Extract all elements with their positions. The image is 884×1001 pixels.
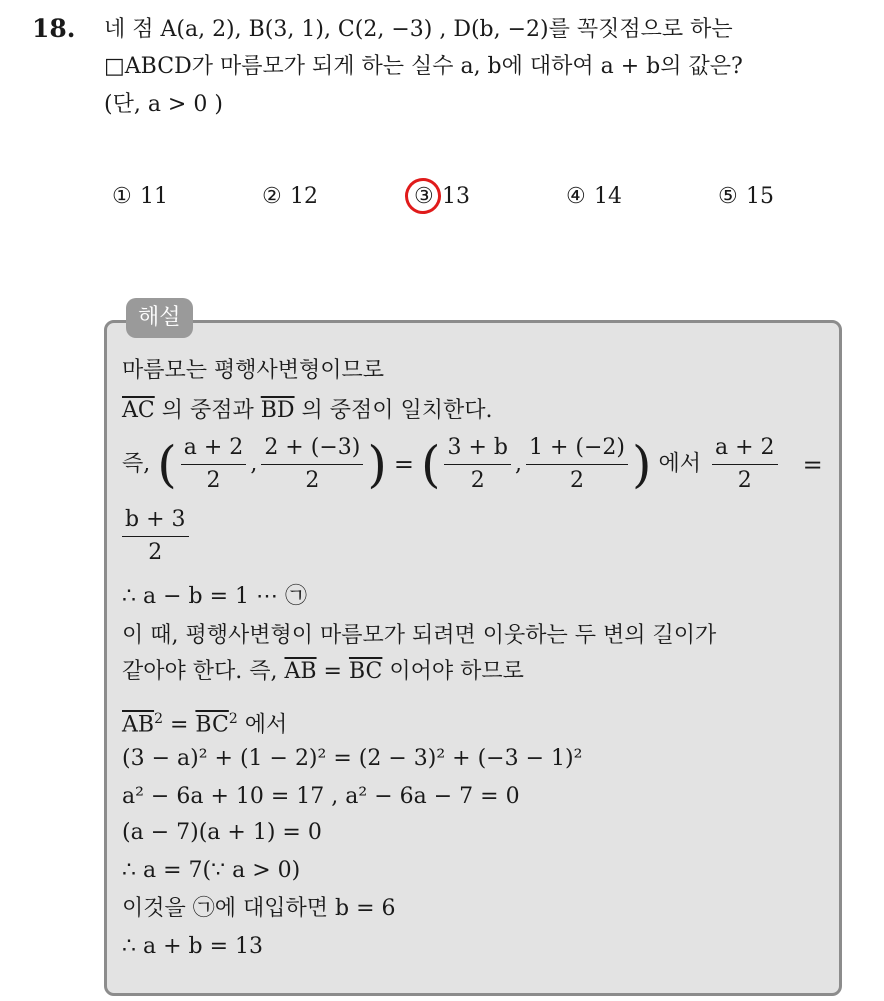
solution-line-8-end: 에서 xyxy=(237,712,288,738)
choice-1[interactable] xyxy=(112,184,168,209)
segment-ab: $\overline{AB}$ xyxy=(284,659,317,684)
fraction-6: $\frac{b + 3}{2}$ xyxy=(122,506,189,567)
choice-3-value: 13 xyxy=(442,184,470,209)
solution-line-6: 이 때, 평행사변형이 마름모가 되려면 이웃하는 두 변의 길이가 xyxy=(122,623,717,648)
solution-line-2-end: 의 중점이 일치한다. xyxy=(294,398,493,423)
solution-line-3-prefix: 즉, xyxy=(122,451,151,477)
choice-2-value: 12 xyxy=(290,184,318,209)
solution-line-7-start: 같아야 한다. 즉, xyxy=(122,659,285,684)
choice-5-value: 15 xyxy=(746,184,774,209)
segment-bc: $\overline{BC}$ xyxy=(348,659,383,684)
segment-ab-squared: $\overline{AB}$ xyxy=(122,712,155,738)
paren-close-2: ) xyxy=(631,435,652,494)
solution-line-2 xyxy=(122,396,493,426)
superscript-2b: 2 xyxy=(228,711,238,727)
paren-close-1: ) xyxy=(367,435,387,494)
solution-line-1: 마름모는 평행사변형이므로 xyxy=(122,358,385,383)
solution-line-4 xyxy=(122,506,193,567)
answer-choices xyxy=(0,184,884,218)
choice-4-mark: ④ xyxy=(566,184,586,209)
fraction-2: $\frac{2 + (-3)}{2}$ xyxy=(261,434,363,495)
solution-line-2-mid: 의 중점과 xyxy=(154,398,261,423)
fraction-4: $\frac{1 + (-2)}{2}$ xyxy=(526,434,628,495)
solution-line-3-mid: 에서 xyxy=(658,451,702,477)
equals-sign-1: = xyxy=(393,450,414,479)
solution-line-12: ∴ a = 7(∵ a > 0) xyxy=(122,858,301,883)
fraction-5: $\frac{a + 2}{2}$ xyxy=(712,434,778,495)
fraction-1: $\frac{a + 2}{2}$ xyxy=(181,434,247,495)
solution-line-9: (3 − a)² + (1 − 2)² = (2 − 3)² + (−3 − 1)² xyxy=(122,746,583,771)
solution-line-14: ∴ a + b = 13 xyxy=(122,934,264,959)
choice-2-mark: ② xyxy=(262,184,282,209)
solution-line-8-eq: = xyxy=(162,712,196,738)
solution-line-8 xyxy=(122,704,287,740)
segment-ac: $\overline{AC}$ xyxy=(122,398,155,423)
choice-3-mark: ③ xyxy=(414,184,434,209)
paren-open-2: ( xyxy=(420,435,441,494)
equals-sign-2: = xyxy=(802,450,823,479)
choice-5-mark: ⑤ xyxy=(718,184,738,209)
choice-2[interactable] xyxy=(262,184,318,209)
question-line-3: (단, a > 0 ) xyxy=(104,92,223,117)
superscript-2a: 2 xyxy=(154,711,163,727)
choice-4-value: 14 xyxy=(594,184,622,209)
solution-line-11: (a − 7)(a + 1) = 0 xyxy=(122,820,322,845)
choice-1-value: 11 xyxy=(140,184,168,209)
choice-1-mark: ① xyxy=(112,184,132,209)
choice-5[interactable] xyxy=(718,184,774,209)
solution-tag: 해설 xyxy=(126,298,193,338)
solution-line-13: 이것을 ㉠에 대입하면 b = 6 xyxy=(122,896,396,921)
question-line-1: 네 점 A(a, 2), B(3, 1), C(2, −3) , D(b, −2)를 꼭짓점으로 하는 xyxy=(104,17,733,42)
segment-bd: $\overline{BD}$ xyxy=(260,398,295,423)
solution-line-7-eq: = xyxy=(316,659,349,684)
fraction-3: $\frac{3 + b}{2}$ xyxy=(444,434,511,495)
solution-line-7 xyxy=(122,657,524,687)
question-line-2: □ABCD가 마름모가 되게 하는 실수 a, b에 대하여 a + b의 값은? xyxy=(104,54,743,79)
segment-bc-squared: $\overline{BC}$ xyxy=(195,712,229,738)
solution-line-5: ∴ a − b = 1 ⋯ ㉠ xyxy=(122,584,308,609)
solution-line-3: 즉, ( $\frac{a + 2}{2}$ , $\frac{2 + (-3)}{2}$ ) = ( $\frac{3 + b}{2}$ , $\frac{1 + (-2)}{2}$ ) 에서 $\frac{a + 2}{2}$ = xyxy=(122,435,823,494)
choice-4[interactable] xyxy=(566,184,622,209)
paren-open-1: ( xyxy=(157,435,177,494)
solution-line-10: a² − 6a + 10 = 17 , a² − 6a − 7 = 0 xyxy=(122,784,520,809)
solution-line-7-end: 이어야 하므로 xyxy=(382,659,524,684)
question-number: 18. xyxy=(32,14,76,43)
